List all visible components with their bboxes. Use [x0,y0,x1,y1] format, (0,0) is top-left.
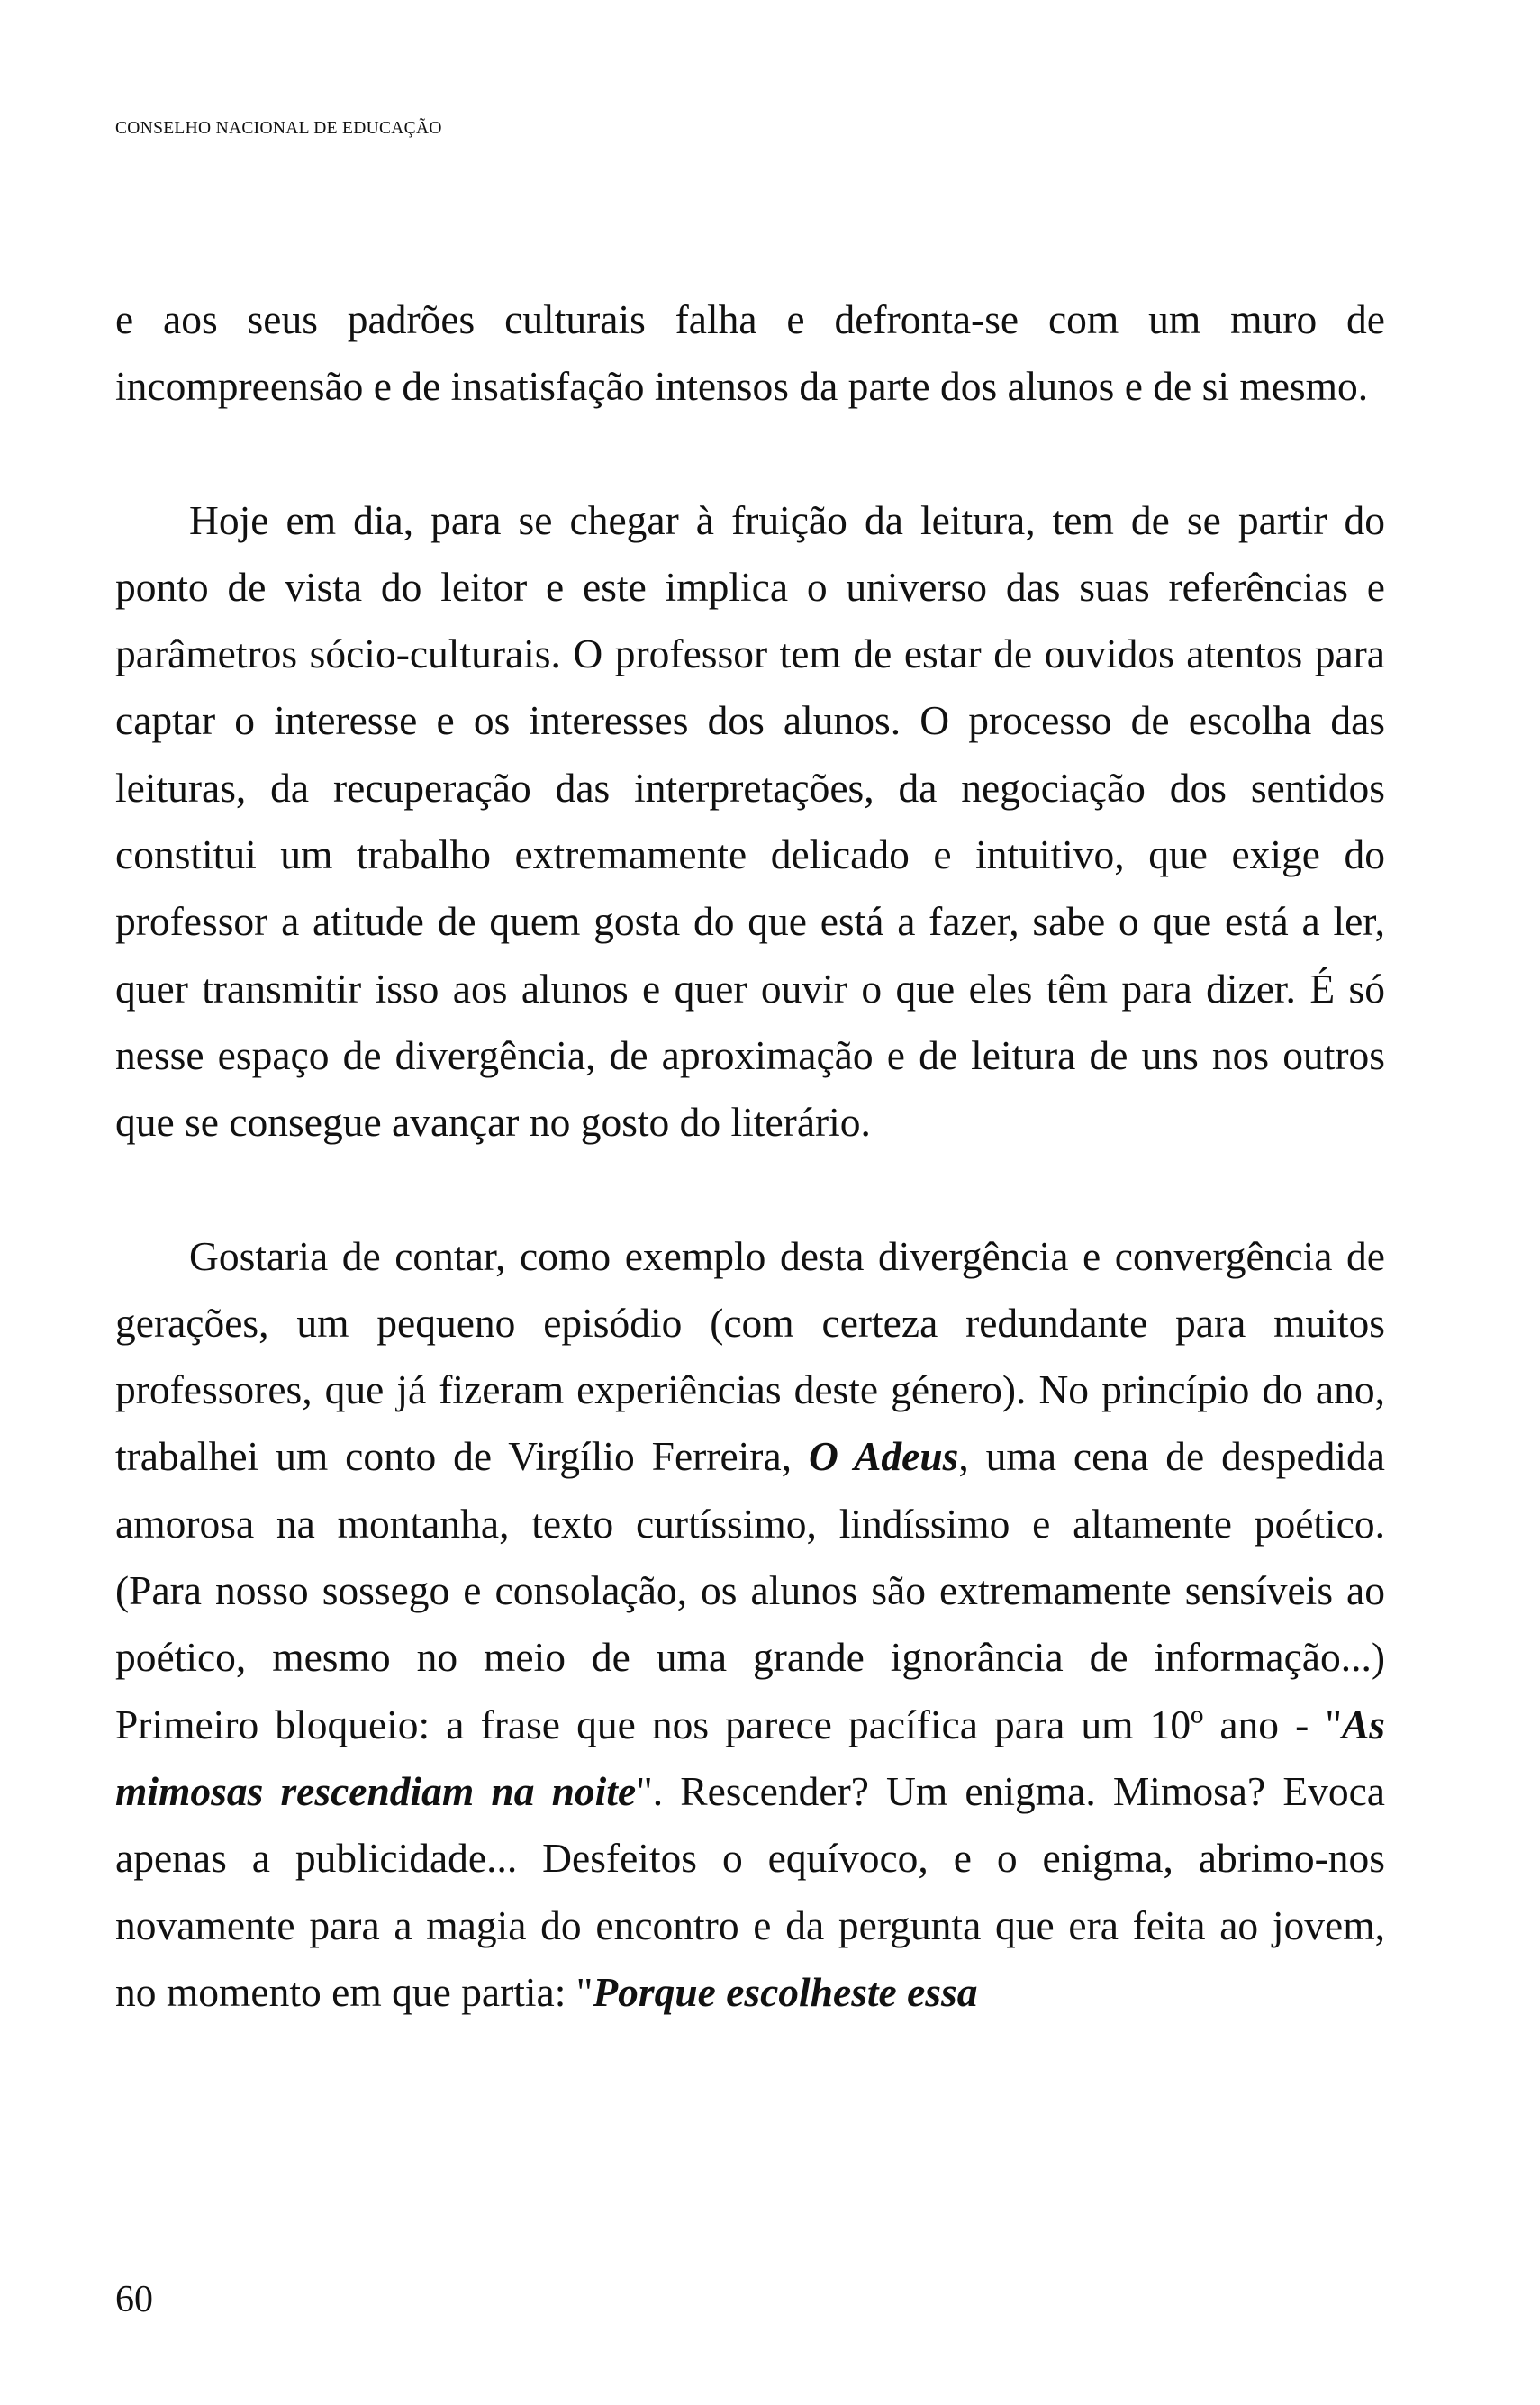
book-title: O Adeus [808,1433,959,1480]
page-number: 60 [115,2279,153,2320]
body-text [115,286,1385,2026]
paragraph-3-text-a: Gostaria de contar, como exemplo desta divergência e convergência de gerações, um pequeno episódio (com certeza redundante para muitos professores, que já fizeram experiências deste género). No princípio do ano, trabalhei um conto de Virgílio Ferreira, [115,1232,1385,1480]
running-header: CONSELHO NACIONAL DE EDUCAÇÃO [115,119,442,138]
paragraph-2: Hoje em dia, para se chegar à fruição da leitura, tem de se partir do ponto de vista do leitor e este implica o universo das suas referências e parâmetros sócio-culturais. O professor tem de estar de ouvidos atentos para captar o interesse e os interesses dos alunos. O processo de escolha das leituras, da recuperação das interpretações, da negociação dos sentidos constitui um trabalho extremamente delicado e intuitivo, que exige do professor a atitude de quem gosta do que está a fazer, sabe o que está a ler, quer transmitir isso aos alunos e quer ouvir o que eles têm para dizer. É só nesse espaço de divergência, de aproximação e de leitura de uns nos outros que se consegue avançar no gosto do literário. [115,496,1385,1146]
paragraph-3-text-c: ". Rescender? Um enigma. Mimosa? Evoca apenas a publicidade... Desfeitos o equívoco, e o enigma, abrimo-nos novamente para a magia do encontro e da pergunta que era feita ao jovem, no momento em que partia: " [115,1767,1385,2015]
paragraph-3 [115,1223,1385,2027]
paragraph-1: e aos seus padrões culturais falha e defronta-se com um muro de incompreensão e de insatisfação intensos da parte dos alunos e de si mesmo. [115,296,1385,410]
paragraph-3-text-b: , uma cena de despedida amorosa na montanha, texto curtíssimo, lindíssimo e altamente poético. (Para nosso sossego e consolação, os alunos são extremamente sensíveis ao poético, mesmo no meio de uma grande ignorância de informação...) Primeiro bloqueio: a frase que nos parece pacífica para um 10º ano - " [115,1433,1385,1747]
quote-mimosas: As mimosas rescendiam na noite [115,1701,1385,1814]
quote-porque: Porque escolheste essa [593,1968,978,2015]
